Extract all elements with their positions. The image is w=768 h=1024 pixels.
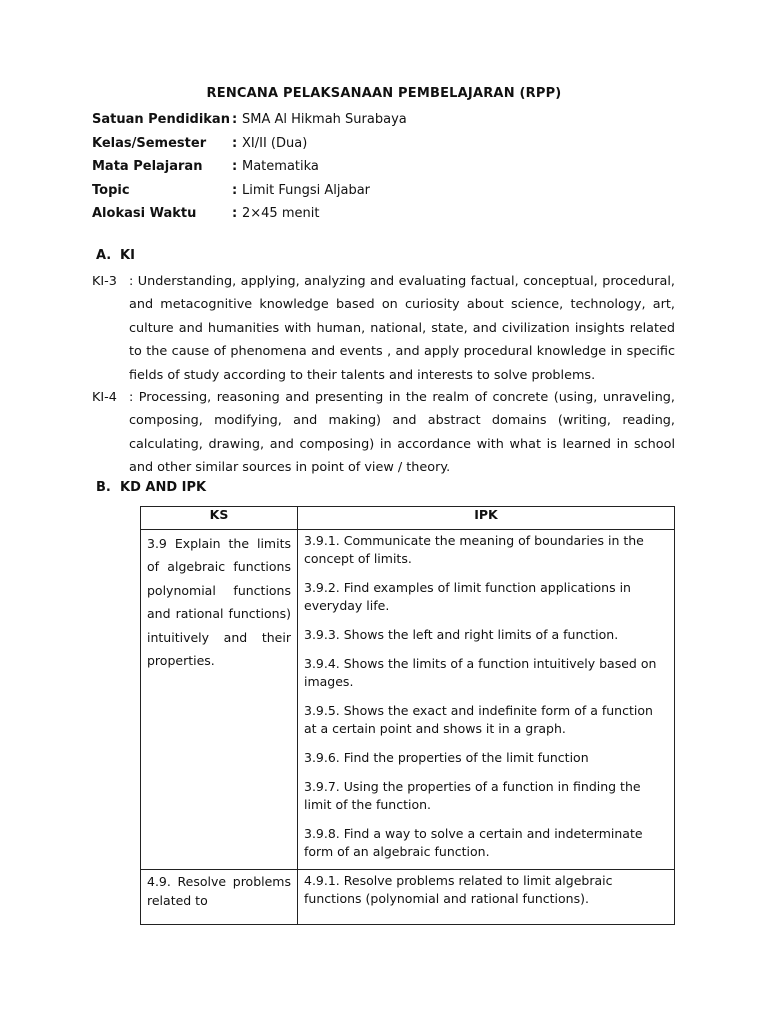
table-row: [141, 530, 675, 870]
table-header-ipk: IPK: [298, 507, 675, 530]
section-a-heading: [96, 248, 135, 263]
ki-text: : Processing, reasoning and presenting in the realm of concrete (using, unraveling, composing, modifying, and making) and abstract domains (writing, reading, calculating, drawing, and composing) in accordance with what is learned in school and other similar sources in point of view / theory.: [129, 390, 675, 476]
ipk-item: 4.9.1. Resolve problems related to limit algebraic functions (polynomial and rational functions).: [304, 873, 613, 906]
meta-colon: :: [232, 182, 238, 198]
ipk-item: 3.9.3. Shows the left and right limits of a function.: [304, 627, 619, 642]
ipk-item: 3.9.1. Communicate the meaning of boundaries in the concept of limits.: [304, 533, 644, 566]
meta-row-topic: [92, 179, 692, 203]
meta-label: Topic: [92, 182, 130, 198]
section-title: KI: [120, 248, 135, 263]
ki-4-paragraph: [92, 386, 675, 480]
meta-value: SMA Al Hikmah Surabaya: [242, 112, 407, 127]
meta-colon: :: [232, 159, 238, 174]
ipk-item: 3.9.7. Using the properties of a function in finding the limit of the function.: [304, 779, 641, 812]
section-number: B.: [96, 480, 111, 495]
ipk-cell: [298, 870, 675, 925]
ki-code: KI-4: [92, 390, 117, 405]
section-number: A.: [96, 248, 112, 263]
ipk-item: 3.9.2. Find examples of limit function applications in everyday life.: [304, 580, 631, 613]
kd-ipk-table: [140, 506, 675, 925]
ipk-item: 3.9.8. Find a way to solve a certain and indeterminate form of an algebraic function.: [304, 826, 643, 859]
identity-block: [92, 108, 692, 226]
meta-value: Matematika: [242, 159, 319, 174]
ki-text: : Understanding, applying, analyzing and evaluating factual, conceptual, procedural, and metacognitive knowledge based on curiosity about science, technology, art, culture and humanities with human, national, state, and civilization insights related to the cause of phenomena and events , and apply procedural knowledge in specific fields of study according to their talents and interests to solve problems.: [129, 274, 675, 383]
meta-value: Limit Fungsi Aljabar: [242, 182, 371, 198]
ki-3-paragraph: [92, 270, 675, 387]
meta-colon: :: [232, 112, 238, 127]
section-title: KD AND IPK: [120, 480, 207, 495]
meta-label: Kelas/Semester: [92, 135, 207, 151]
meta-row-time: [92, 202, 692, 226]
table-row: [141, 870, 675, 925]
section-b-heading: [96, 480, 206, 495]
meta-row-school: [92, 108, 692, 132]
ipk-item: 3.9.4. Shows the limits of a function intuitively based on images.: [304, 656, 657, 689]
meta-row-subject: [92, 155, 692, 179]
meta-row-class: [92, 132, 692, 156]
table-header-ks: KS: [141, 507, 298, 530]
ks-cell: 3.9 Explain the limits of algebraic functions polynomial functions and rational functions) intuitively and their properties.: [141, 530, 298, 870]
ipk-item: 3.9.6. Find the properties of the limit function: [304, 750, 589, 765]
meta-colon: :: [232, 206, 238, 221]
meta-label: Alokasi Waktu: [92, 206, 197, 221]
ks-cell: 4.9. Resolve problems related to: [141, 870, 298, 925]
meta-value: 2×45 menit: [242, 206, 320, 221]
meta-colon: :: [232, 135, 238, 151]
ipk-item: 3.9.5. Shows the exact and indefinite form of a function at a certain point and shows it in a graph.: [304, 703, 653, 736]
meta-label: Satuan Pendidikan: [92, 112, 230, 127]
meta-value: XI/II (Dua): [242, 135, 308, 151]
table-header-row: [141, 507, 675, 530]
ki-code: KI-3: [92, 274, 117, 289]
meta-label: Mata Pelajaran: [92, 159, 203, 174]
document-title: RENCANA PELAKSANAAN PEMBELAJARAN (RPP): [206, 86, 562, 101]
ipk-cell: [298, 530, 675, 870]
